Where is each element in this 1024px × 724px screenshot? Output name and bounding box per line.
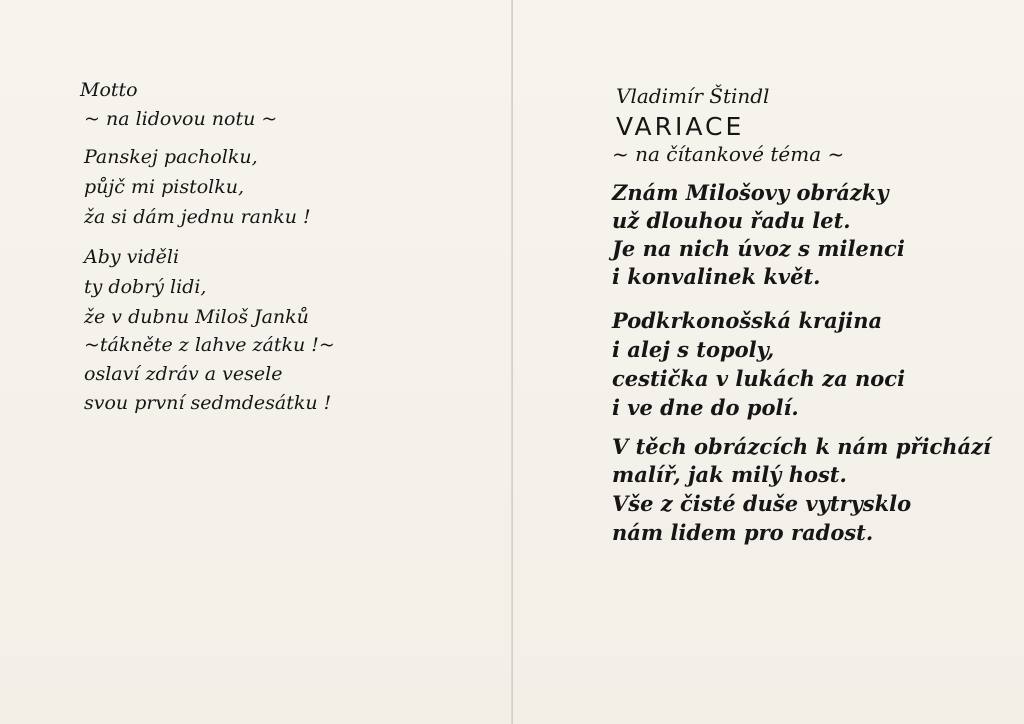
poem-line: už dlouhou řadu let. <box>612 208 851 233</box>
poem-line: ty dobrý lidi, <box>84 276 207 298</box>
poem-line: Aby viděli <box>84 246 180 268</box>
motto-subtitle: ~ na lidovou notu ~ <box>84 108 278 130</box>
poem-line: Znám Milošovy obrázky <box>612 180 889 205</box>
motto-label: Motto <box>80 79 138 101</box>
poem-title: VARIACE <box>616 112 745 141</box>
poem-line: oslaví zdráv a vesele <box>84 363 283 385</box>
poem-line: i alej s topoly, <box>612 337 775 362</box>
poem-line: Vše z čisté duše vytrysklo <box>612 491 912 516</box>
poem-line: Je na nich úvoz s milenci <box>612 236 905 261</box>
poem-line: malíř, jak milý host. <box>612 462 847 487</box>
poem-line: Podkrkonošská krajina <box>612 308 883 333</box>
poem-subtitle: ~ na čítankové téma ~ <box>612 142 845 166</box>
poem-line: nám lidem pro radost. <box>612 520 874 545</box>
poem-line: i konvalinek květ. <box>612 264 821 289</box>
poem-line: cestička v lukách za noci <box>612 366 906 391</box>
author-name: Vladimír Štindl <box>616 84 770 108</box>
poem-line: Panskej pacholku, <box>84 146 258 168</box>
poem-line: svou první sedmdesátku ! <box>84 392 332 414</box>
poem-line: V těch obrázcích k nám přichází <box>612 434 992 459</box>
poem-line: ~tákněte z lahve zátku !~ <box>84 334 335 356</box>
poem-line: že v dubnu Miloš Janků <box>84 306 309 328</box>
poem-line: i ve dne do polí. <box>612 395 799 420</box>
right-page <box>513 0 1024 724</box>
poem-line: půjč mi pistolku, <box>84 176 245 198</box>
poem-line: ža si dám jednu ranku ! <box>84 206 311 228</box>
